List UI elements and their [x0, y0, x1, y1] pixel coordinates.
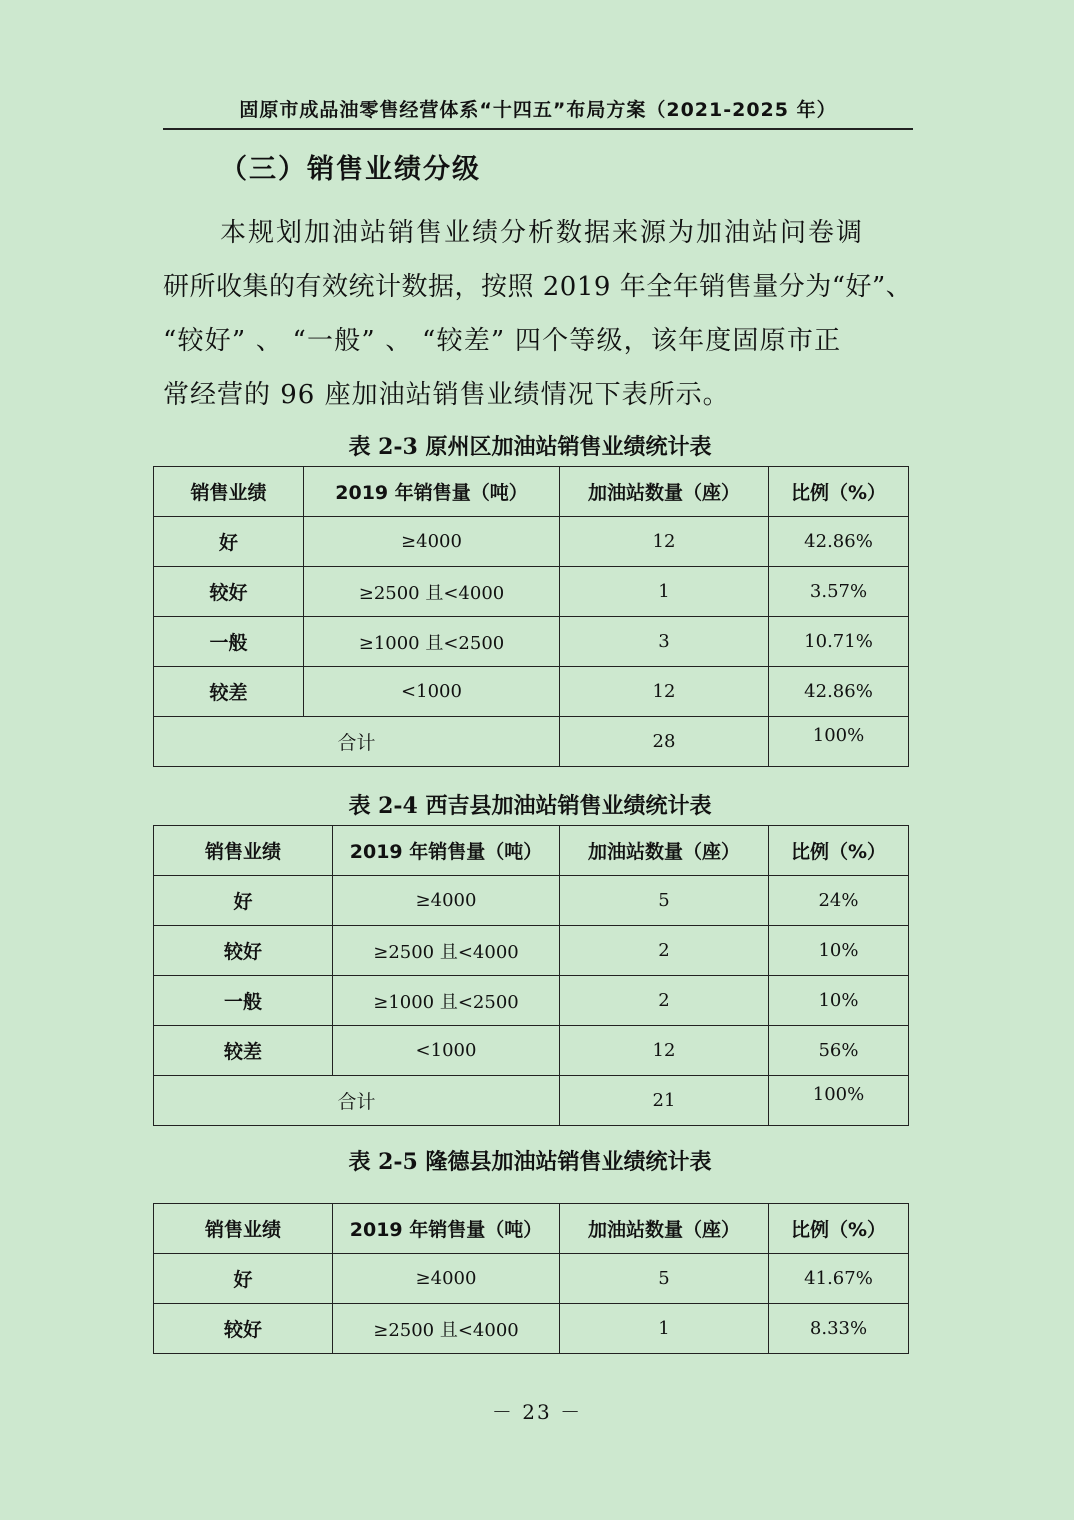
total-count-cell: 21: [560, 1076, 769, 1126]
page-number: － 23 －: [491, 1400, 583, 1424]
sales-table-xiji: [153, 825, 909, 1126]
table-header-row: [154, 467, 909, 517]
total-label-cell: 合计: [154, 717, 560, 767]
volume-cell: <1000: [304, 667, 560, 717]
grade-cell: 一般: [154, 976, 333, 1026]
count-cell: 3: [560, 617, 769, 667]
header-ratio: 比例（%）: [769, 826, 909, 876]
count-cell: 12: [560, 667, 769, 717]
header-sales-volume: 2019 年销售量（吨）: [304, 467, 560, 517]
ratio-cell: 10.71%: [769, 617, 909, 667]
table-caption-2-3: 表 2-3 原州区加油站销售业绩统计表: [348, 434, 712, 460]
total-ratio-cell: [769, 1076, 909, 1126]
paragraph-line-1: 本规划加油站销售业绩分析数据来源为加油站问卷调: [220, 218, 865, 248]
ratio-cell: 10%: [769, 926, 909, 976]
ratio-cell: 8.33%: [769, 1304, 909, 1354]
volume-cell: ≥2500 且<4000: [333, 926, 560, 976]
ratio-cell: 3.57%: [769, 567, 909, 617]
table-total-row: [154, 1076, 909, 1126]
table-caption-2-5: 表 2-5 隆德县加油站销售业绩统计表: [348, 1149, 712, 1175]
volume-cell: ≥4000: [304, 517, 560, 567]
header-station-count: 加油站数量（座）: [560, 1204, 769, 1254]
table-row: [154, 617, 909, 667]
total-ratio-value: 100%: [812, 725, 865, 746]
header-sales-volume: 2019 年销售量（吨）: [333, 826, 560, 876]
grade-cell: 较好: [154, 567, 304, 617]
volume-cell: <1000: [333, 1026, 560, 1076]
table-total-row: [154, 717, 909, 767]
volume-cell: ≥2500 且<4000: [304, 567, 560, 617]
volume-cell: ≥1000 且<2500: [333, 976, 560, 1026]
header-ratio: 比例（%）: [769, 467, 909, 517]
section-heading: （三）销售业绩分级: [220, 154, 481, 185]
paragraph-line-3: “较好” 、 “一般” 、 “较差” 四个等级，该年度固原市正: [163, 326, 842, 356]
table-row: [154, 1026, 909, 1076]
grade-cell: 较好: [154, 1304, 333, 1354]
table-row: [154, 926, 909, 976]
ratio-cell: 41.67%: [769, 1254, 909, 1304]
table-row: [154, 876, 909, 926]
total-label-cell: 合计: [154, 1076, 560, 1126]
table-row: [154, 1254, 909, 1304]
table-header-row: [154, 826, 909, 876]
count-cell: 1: [560, 1304, 769, 1354]
header-sales-grade: 销售业绩: [154, 1204, 333, 1254]
running-header: 固原市成品油零售经营体系“十四五”布局方案（2021-2025 年）: [239, 99, 837, 121]
ratio-cell: 10%: [769, 976, 909, 1026]
header-ratio: 比例（%）: [769, 1204, 909, 1254]
header-station-count: 加油站数量（座）: [560, 826, 769, 876]
header-sales-volume: 2019 年销售量（吨）: [333, 1204, 560, 1254]
table-caption-2-4: 表 2-4 西吉县加油站销售业绩统计表: [348, 793, 712, 819]
grade-cell: 好: [154, 517, 304, 567]
count-cell: 12: [560, 1026, 769, 1076]
table-header-row: [154, 1204, 909, 1254]
table-row: [154, 976, 909, 1026]
sales-table-yuanzhou: [153, 466, 909, 767]
header-rule: [163, 128, 913, 130]
grade-cell: 一般: [154, 617, 304, 667]
ratio-cell: 24%: [769, 876, 909, 926]
count-cell: 5: [560, 876, 769, 926]
count-cell: 5: [560, 1254, 769, 1304]
count-cell: 2: [560, 976, 769, 1026]
grade-cell: 较好: [154, 926, 333, 976]
paragraph-line-2: 研所收集的有效统计数据，按照 2019 年全年销售量分为“好”、: [163, 272, 913, 302]
volume-cell: ≥1000 且<2500: [304, 617, 560, 667]
table-row: [154, 667, 909, 717]
header-sales-grade: 销售业绩: [154, 826, 333, 876]
sales-table-longde: [153, 1203, 909, 1354]
header-sales-grade: 销售业绩: [154, 467, 304, 517]
table-row: [154, 567, 909, 617]
total-ratio-cell: [769, 717, 909, 767]
volume-cell: ≥2500 且<4000: [333, 1304, 560, 1354]
ratio-cell: 42.86%: [769, 667, 909, 717]
grade-cell: 较差: [154, 1026, 333, 1076]
header-station-count: 加油站数量（座）: [560, 467, 769, 517]
ratio-cell: 42.86%: [769, 517, 909, 567]
table-row: [154, 517, 909, 567]
table-row: [154, 1304, 909, 1354]
count-cell: 2: [560, 926, 769, 976]
paragraph-line-4: 常经营的 96 座加油站销售业绩情况下表所示。: [163, 380, 730, 410]
grade-cell: 好: [154, 1254, 333, 1304]
volume-cell: ≥4000: [333, 876, 560, 926]
grade-cell: 较差: [154, 667, 304, 717]
ratio-cell: 56%: [769, 1026, 909, 1076]
total-ratio-value: 100%: [812, 1084, 865, 1105]
count-cell: 1: [560, 567, 769, 617]
grade-cell: 好: [154, 876, 333, 926]
count-cell: 12: [560, 517, 769, 567]
total-count-cell: 28: [560, 717, 769, 767]
volume-cell: ≥4000: [333, 1254, 560, 1304]
